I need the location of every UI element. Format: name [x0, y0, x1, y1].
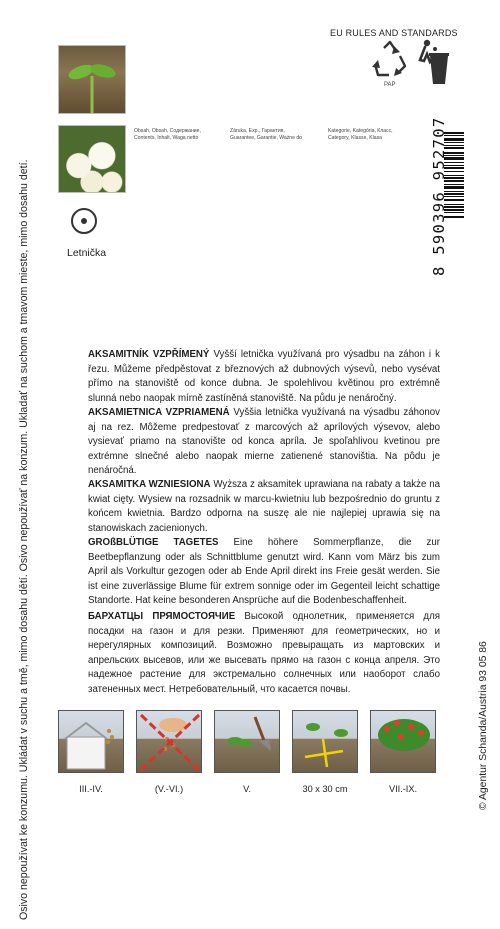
description-pl: AKSAMITKA WZNIESIONA Wyższa z aksamitek uprawiana na rabaty a także na kwiat cięty. Wysiew na rozsadnik w marcu-kwietniu lub bezpośrednio do gruntu z końcem kwietnia. Bardzo odporna na suszę ale nie najlepiej uprawia się na stanowiskach zacienionych.	[88, 479, 440, 534]
direct-sowing-crossed-icon	[136, 710, 202, 773]
guarantee-label: Záruka, Exp., Гарантия, Guarantee, Garantie, Ważne do	[230, 128, 303, 141]
step-label: III.-IV.	[79, 784, 103, 794]
category-label: Kategorie, Kategória, Класс, Category, Klasse, Klasa	[328, 128, 393, 141]
flower-photo	[58, 125, 126, 193]
seedling-photo	[58, 45, 126, 114]
sowing-indoors-icon	[58, 710, 124, 773]
description-de: GROßBLÜTIGE TAGETES Eine höhere Sommerpflanze, die zur Beetbepflanzung oder als Schnittblume genutzt wird. Kann vom März bis zum April als Vorkultur gezogen oder ab Ende April direkt ins Freie gesät werden. Sie ist eine zuverlässige Blume für extrem sonnige oder im Gegenteil leicht schattige Standorte. Hat keine besonderen Ansprüche auf die Bodenbeschaffenheit.	[88, 537, 440, 607]
description-ru: БАРХАТЦЫ ПРЯМОСТОЯЧИЕ Высокой однолетник, применяется для посадки на газон и для резки. Применяют для геометрических, но и нерегулярных композиций. Возможно превыращать из мартовских и апрельских высевов, или же высевать прямо на газон с конца апреля. Это надежное растение для экстремально солнечных или наоборот слабо затененных мест. Нетребовательный, что касается почвы.	[88, 611, 440, 695]
step-label: 30 x 30 cm	[302, 784, 348, 794]
step-label: VII.-IX.	[388, 784, 418, 794]
barcode-number: 8 590396 952707	[430, 116, 448, 276]
description-cs: AKSAMITNÍK VZPŘÍMENÝ Vyšší letnička využívaná pro výsadbu na záhon i k řezu. Můžeme předpěstovat z březnových až dubnových výsevů, nebo vysévat přímo na stanoviště od konce dubna. Je spolehlivou květinou pro extrémně slunná nebo naopak mírně zastíněná stanoviště. Na půdu je nenáročný.	[88, 349, 440, 404]
storage-note: Osivo nepoužívat ke konzumu. Ukládat v suchu a tmě, mimo dosahu dětí. Osivo nepoužívať na konzum. Ukladať na suchom a tmavom mieste, mimo dosahu detí.	[18, 159, 30, 920]
tidyman-bin-icon	[416, 38, 452, 86]
annual-label: Letnička	[67, 247, 107, 259]
spacing-icon	[292, 710, 358, 773]
eu-rules-title: EU RULES AND STANDARDS	[330, 28, 458, 38]
step-label: V.	[243, 784, 251, 794]
transplanting-icon	[214, 710, 280, 773]
full-sun-icon	[71, 208, 97, 234]
flowering-icon	[370, 710, 436, 773]
contents-label: Obsah, Obsah, Содержание, Contents, Inhalt, Waga netto	[134, 128, 201, 141]
copyright-note: © Agentur Schanda/Austria 93 05 86	[478, 641, 489, 810]
step-label: (V.-VI.)	[154, 784, 184, 794]
description-sk: AKSAMIETNICA VZPRIAMENÁ Vyššia letnička využívaná na výsadbu záhonov aj na rez. Môžeme predpestovať z marcových až aprílových výsevov, alebo vysievať priamo na stanovište od konca apríla. Je spoľahlivou kvetinou pre extrémne slnečné alebo naopak mierne zatienené stanovištia. Na pôdu je nenáročná.	[88, 407, 440, 477]
pap-label: PAP	[384, 82, 396, 88]
cultivation-steps	[58, 710, 458, 794]
